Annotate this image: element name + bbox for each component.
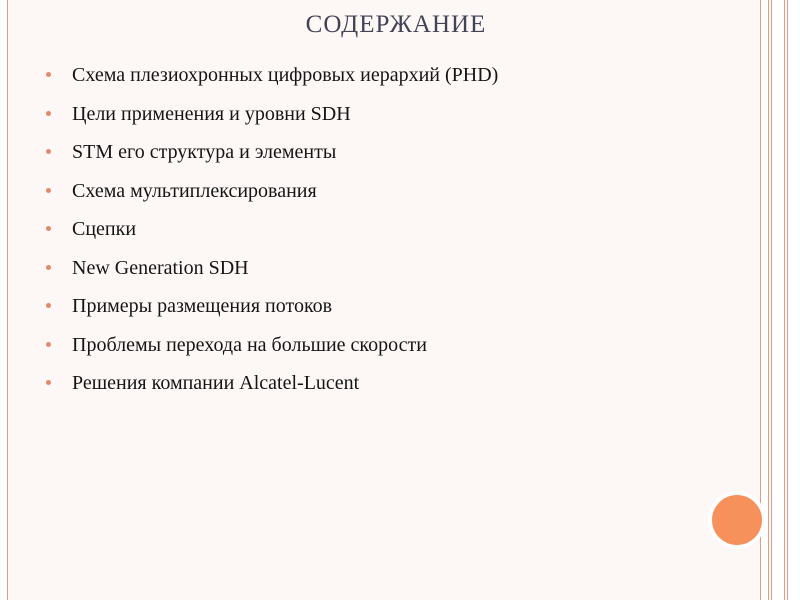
frame-border-line <box>787 0 788 600</box>
orange-circle-icon <box>712 495 762 545</box>
list-item <box>46 215 498 254</box>
bullet-dot-icon <box>46 303 51 308</box>
frame-border-line <box>784 0 785 600</box>
list-item-label: Сцепки <box>72 218 137 240</box>
list-item-label: Схема мультиплексирования <box>72 179 317 202</box>
list-item <box>46 138 498 177</box>
list-item-label: New Generation SDH <box>72 256 249 279</box>
bullet-dot-icon <box>46 72 51 77</box>
bullet-dot-icon <box>46 226 51 231</box>
bullet-dot-icon <box>46 380 51 385</box>
list-item-label: STM его структура и элементы <box>72 141 337 163</box>
list-item <box>46 100 498 139</box>
list-item <box>46 61 498 100</box>
frame-border-line <box>7 0 8 600</box>
list-item-label: Схема плезиохронных цифровых иерархий (PHD) <box>72 64 499 86</box>
bullet-dot-icon <box>46 342 51 347</box>
frame-border-line <box>771 0 772 600</box>
contents-list <box>46 61 498 408</box>
bullet-dot-icon <box>46 188 51 193</box>
list-item-label: Цели применения и уровни SDH <box>72 102 351 125</box>
list-item <box>46 177 498 216</box>
bullet-dot-icon <box>46 149 51 154</box>
list-item <box>46 369 498 408</box>
list-item <box>46 331 498 370</box>
frame-border-line <box>768 0 769 600</box>
list-item <box>46 254 498 293</box>
list-item-label: Примеры размещения потоков <box>72 295 333 317</box>
bullet-dot-icon <box>46 111 51 116</box>
list-item-label: Решения компании Alcatel-Lucent <box>72 372 360 394</box>
bullet-dot-icon <box>46 265 51 270</box>
list-item-label: Проблемы перехода на большие скорости <box>72 333 427 356</box>
list-item <box>46 292 498 331</box>
slide-title: СОДЕРЖАНИЕ <box>305 11 487 38</box>
